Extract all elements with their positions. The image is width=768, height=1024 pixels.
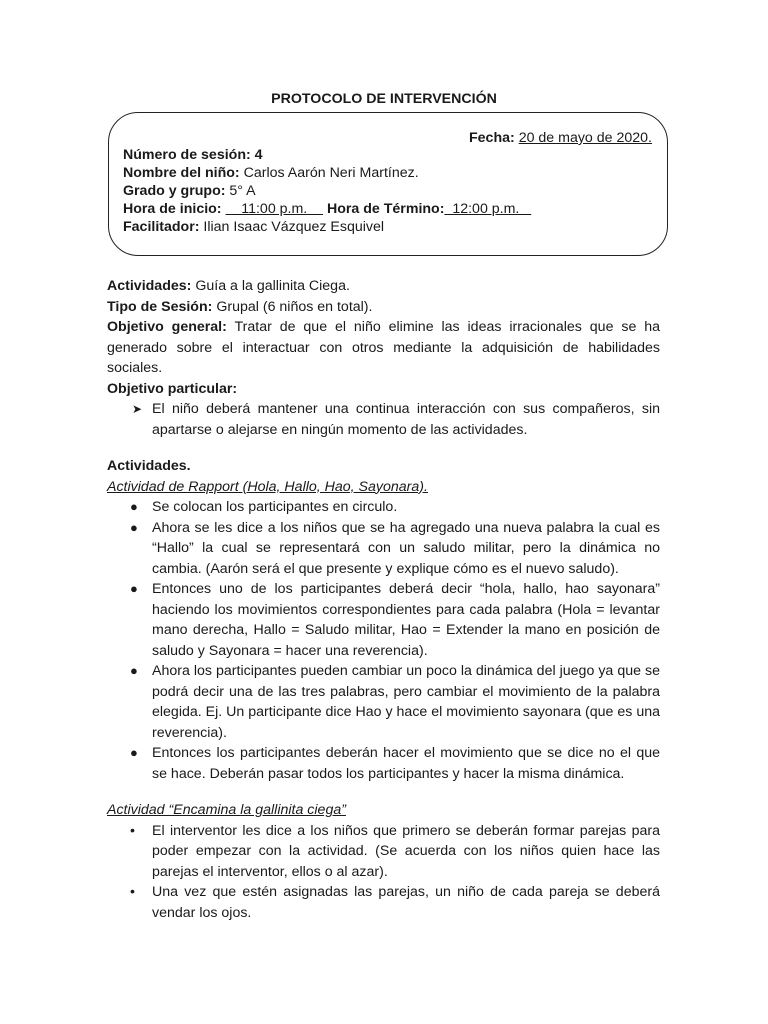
list-item — [107, 497, 660, 518]
document-title: PROTOCOLO DE INTERVENCIÓN — [271, 91, 497, 107]
list-item-text: El interventor les dice a los niños que primero se deberán formar parejas para poder empezar con la actividad. (Se acuerda con los niños quien hace las parejas el interventor, ellos o al azar). — [152, 822, 660, 880]
list-item-text: Ahora los participantes pueden cambiar un poco la dinámica del juego ya que se podrá decir una de las tres palabras, pero cambiar el movimiento de la palabra elegida. Ej. Un participante dice Hao y hace el movimiento sayonara (que es una reverencia). — [152, 663, 660, 741]
objetivo-particular-line — [107, 379, 660, 400]
inicio-value: 11:00 p.m. — [225, 201, 324, 217]
list-item — [107, 579, 660, 661]
actividades-heading: Actividades. — [107, 458, 191, 474]
actividad1-title: Actividad de Rapport (Hola, Hallo, Hao, Sayonara). — [107, 478, 428, 495]
termino-value: 12:00 p.m. — [444, 201, 532, 217]
actividades-heading-line — [107, 456, 660, 477]
grado-value: 5° A — [229, 183, 256, 199]
list-item-text: Una vez que estén asignadas las parejas, un niño de cada pareja se deberá vendar los ojos. — [152, 884, 660, 921]
objetivo-general-label: Objetivo general: — [107, 319, 227, 335]
tipo-line — [107, 297, 660, 318]
nino-label: Nombre del niño: — [123, 165, 240, 181]
list-item — [107, 821, 660, 883]
list-item — [107, 882, 660, 923]
facilitador-value: Ilian Isaac Vázquez Esquivel — [203, 219, 385, 235]
nino-line — [123, 164, 419, 182]
sesion-label: Número de sesión: 4 — [123, 147, 263, 163]
actividad2-list — [107, 821, 660, 924]
objetivo-particular-text: El niño deberá mantener una continua interacción con sus compañeros, sin apartarse o alejarse en ningún momento de las actividades. — [152, 401, 660, 438]
bullet-icon: • — [130, 822, 135, 839]
list-item-text: Ahora se les dice a los niños que se ha agregado una nueva palabra la cual es “Hallo” la cual se representará con un saludo militar, pero la dinámica no cambia. (Aarón será el que presente y explique cómo es el nuevo saludo). — [152, 519, 660, 577]
actividad2-title: Actividad “Encamina la gallinita ciega” — [107, 802, 346, 818]
actividades-line — [107, 276, 660, 297]
facilitador-label: Facilitador: — [123, 219, 200, 235]
list-item — [107, 661, 660, 743]
list-item-text: Se colocan los participantes en circulo. — [152, 499, 398, 515]
inicio-label: Hora de inicio: — [123, 201, 222, 217]
objetivo-particular-label: Objetivo particular: — [107, 380, 238, 397]
horas-line — [123, 200, 531, 218]
bullet-icon: ● — [130, 581, 138, 596]
fecha-line — [469, 130, 652, 146]
grado-line — [123, 182, 256, 200]
actividades-label: Actividades: — [107, 278, 192, 294]
list-item-text: Entonces los participantes deberán hacer el movimiento que se dice no el que se hace. Deberán pasar todos los participantes y hacer la misma dinámica. — [152, 745, 660, 782]
actividad1-title-line — [107, 477, 660, 498]
fecha-value: 20 de mayo de 2020. — [518, 130, 652, 146]
objetivo-general-value: Tratar de que el niño elimine las ideas irracionales que se ha generado sobre el interactuar con otros mediante la adquisición de habilidades sociales. — [107, 319, 661, 376]
bullet-icon: ● — [130, 745, 138, 760]
nino-value: Carlos Aarón Neri Martínez. — [243, 165, 419, 181]
tipo-label: Tipo de Sesión: — [107, 298, 213, 315]
actividades-value: Guía a la gallinita Ciega. — [195, 278, 350, 294]
termino-label: Hora de Término: — [326, 201, 445, 217]
bullet-icon: ● — [130, 499, 138, 514]
bullet-icon: ● — [130, 519, 138, 535]
list-item — [107, 743, 660, 784]
list-item-text: Entonces uno de los participantes deberá decir “hola, hallo, hao sayonara” haciendo los movimientos correspondientes para cada palabra (Hola = levantar mano derecha, Hallo = Saludo militar, Hao = Extender la mano en posición de saludo y Sayonara = hacer una reverencia). — [152, 581, 660, 659]
objetivo-general-para — [107, 317, 660, 379]
grado-label: Grado y grupo: — [123, 183, 226, 199]
sesion-line — [123, 146, 263, 164]
list-item — [107, 518, 660, 580]
facilitador-line — [123, 218, 384, 236]
fecha-label: Fecha: — [469, 130, 515, 146]
tipo-value: Grupal (6 niños en total). — [216, 298, 373, 315]
objetivo-particular-item — [107, 399, 660, 440]
bullet-icon: ● — [130, 663, 138, 678]
arrow-bullet-icon: ➤ — [132, 402, 143, 416]
info-section — [107, 276, 660, 923]
bullet-icon: • — [130, 884, 135, 900]
actividad1-list — [107, 497, 660, 784]
actividad2-title-line — [107, 800, 660, 821]
